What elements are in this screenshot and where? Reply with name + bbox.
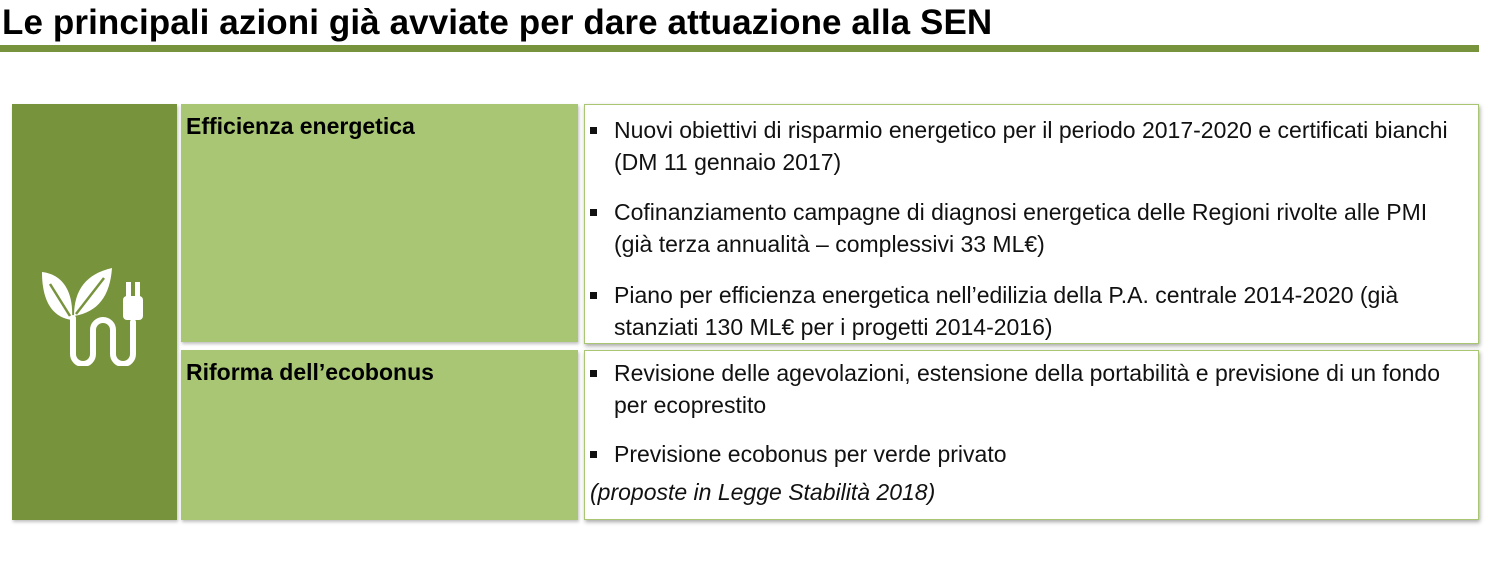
bullet-text: Revisione delle agevolazioni, estensione della portabilità e previsione di un fondo per ecoprestito: [614, 360, 1440, 418]
bullet-item: [590, 279, 1470, 343]
bullet-item: [590, 438, 1470, 470]
slide-title: Le principali azioni già avviate per dare attuazione alla SEN: [2, 3, 993, 42]
bullet-text: Nuovi obiettivi di risparmio energetico per il periodo 2017-2020 e certificati bianchi (DM 11 gennaio 2017): [614, 117, 1448, 175]
topic-label: Riforma dell’ecobonus: [186, 359, 434, 385]
bullet-marker: [590, 209, 597, 216]
bullet-marker: [590, 127, 597, 134]
bullet-marker: [590, 292, 597, 299]
bullet-marker: [590, 451, 597, 458]
detail-ecobonus: [584, 350, 1479, 520]
bullet-marker: [590, 370, 597, 377]
bullet-text: Previsione ecobonus per verde privato: [614, 441, 1007, 467]
topic-ecobonus: [181, 350, 578, 520]
bullet-text: Piano per efficienza energetica nell’edilizia della P.A. centrale 2014-2020 (già stanziati 130 ML€ per i progetti 2014-2016): [614, 282, 1399, 340]
icon-panel: [12, 104, 177, 520]
footnote: (proposte in Legge Stabilità 2018): [590, 479, 936, 505]
topic-efficienza: [181, 104, 578, 342]
title-underline: [0, 45, 1479, 52]
bullet-text: Cofinanziamento campagne di diagnosi energetica delle Regioni rivolte alle PMI (già terza annualità – complessivi 33 ML€): [614, 199, 1428, 257]
topic-label: Efficienza energetica: [186, 113, 415, 139]
bullet-item: [590, 357, 1470, 421]
bullet-item: [590, 196, 1470, 260]
detail-efficienza: [584, 104, 1479, 344]
bullet-item: [590, 114, 1470, 178]
leaf-plug-icon: [38, 262, 148, 366]
